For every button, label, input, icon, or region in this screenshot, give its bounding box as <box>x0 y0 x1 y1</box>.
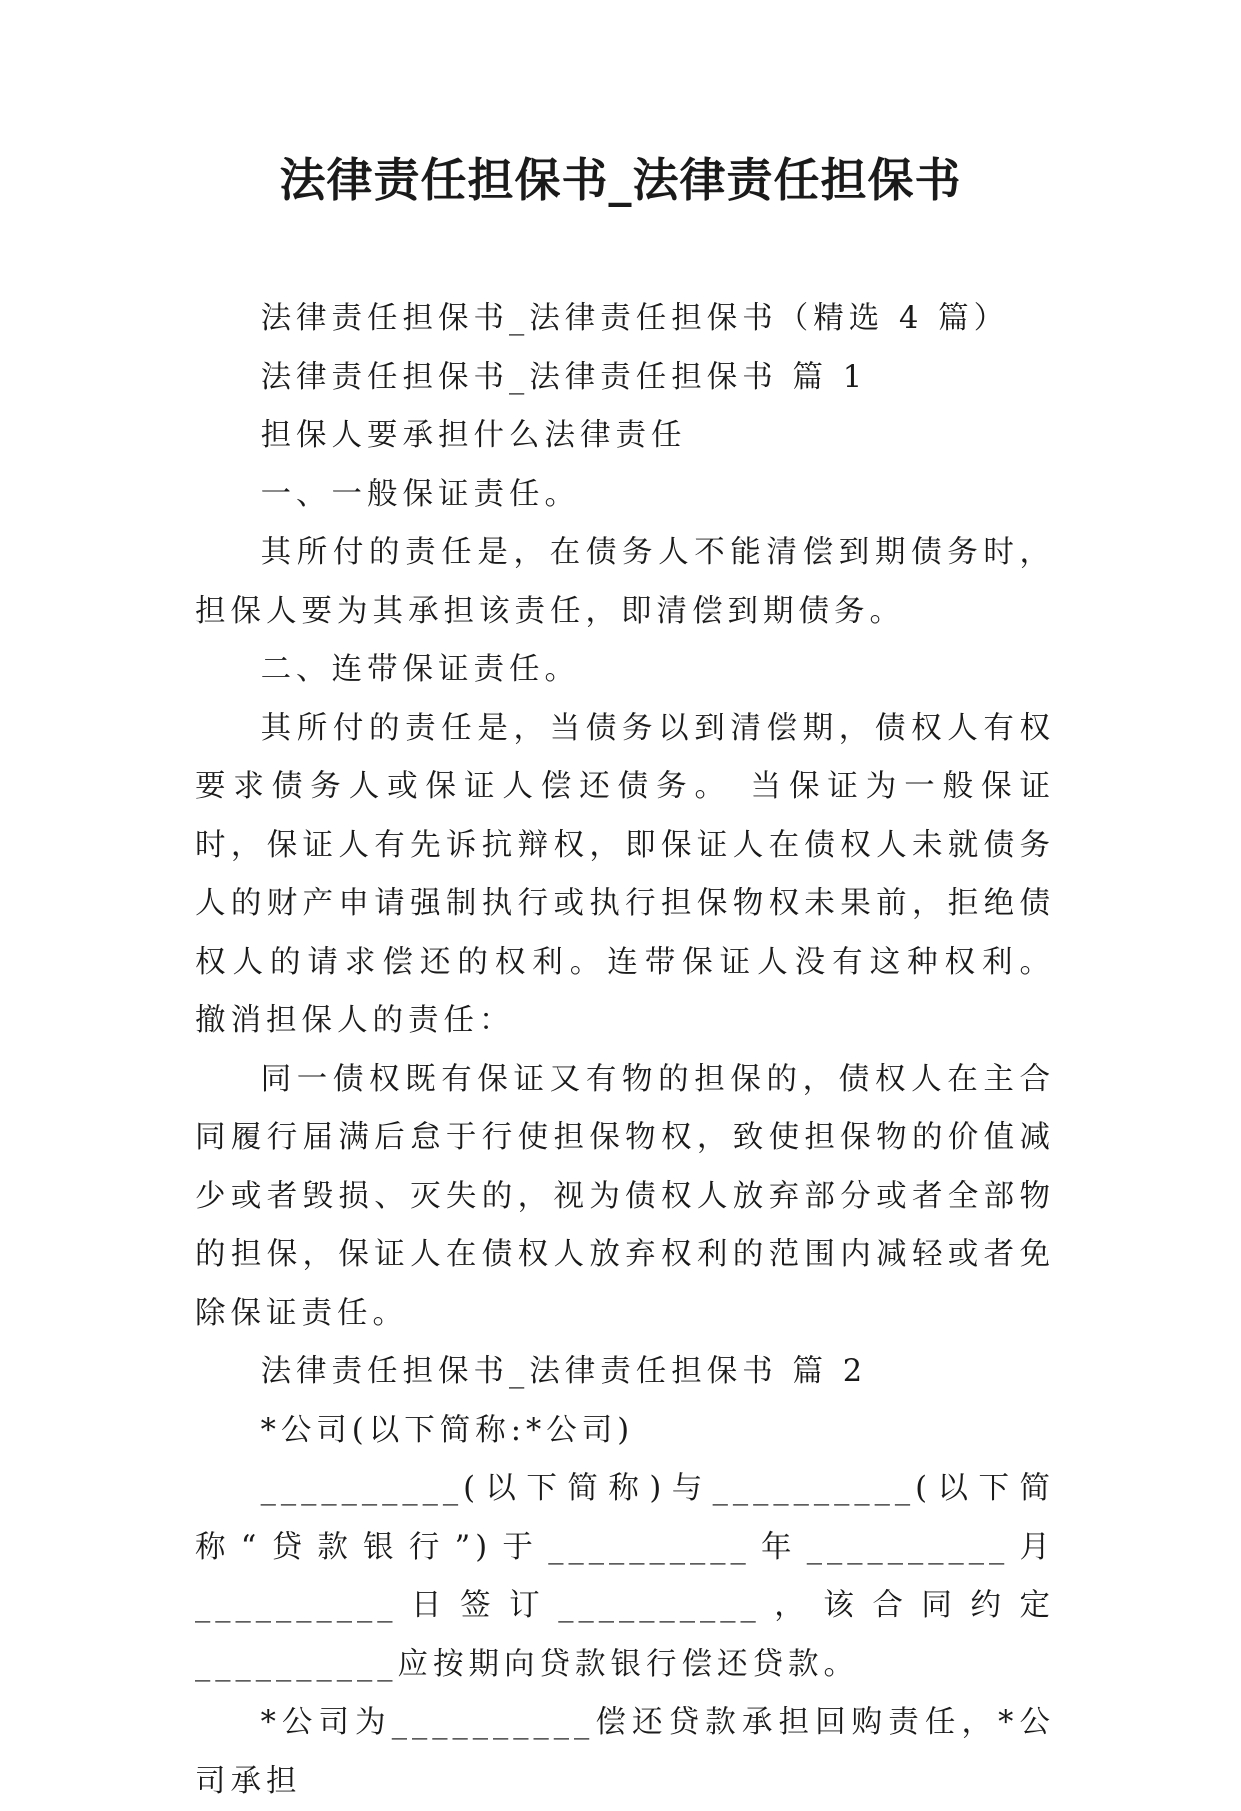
paragraph-general-guarantee: 一、一般保证责任。 <box>260 476 581 512</box>
paragraph-revocation: 同一债权既有保证又有物的担保的，债权人在主合同履行届满后怠于行使担保物权，致使担保物的价值减少或者毁损、灭失的，视为债权人放弃部分或者全部物的担保，保证人在债权人放弃权利的范围内减轻或者免除保证责任。 <box>195 1061 1055 1331</box>
paragraph-general-guarantee-detail: 其所付的责任是，在债务人不能清偿到期债务时，担保人要为其承担该责任，即清偿到期债务。 <box>195 535 1055 629</box>
paragraph-subtitle: 法律责任担保书_法律责任担保书（精选 4 篇） <box>260 301 1010 336</box>
section-heading-2: 法律责任担保书_法律责任担保书 篇 2 <box>260 1354 868 1389</box>
paragraph-company: *公司(以下简称:*公司) <box>260 1412 635 1448</box>
paragraph-joint-guarantee-detail: 其所付的责任是，当债务以到清偿期，债权人有权要求债务人或保证人偿还债务。 当保证为一般保证时，保证人有先诉抗辩权，即保证人在债权人未就债务人的财产申请强制执行或执行担保物权未果前，拒绝债权人的请求偿还的权利。连带保证人没有这种权利。 撤消担保人的责任： <box>195 710 1055 1038</box>
paragraph-contract-blanks: __________(以下简称)与__________(以下简称“贷款银行”)于__________年__________月__________日签订__________，该合同约定__________应按期向贷款银行偿还贷款。 <box>195 1471 1055 1682</box>
paragraph-repurchase: *公司为__________偿还贷款承担回购责任，*公司承担 <box>195 1705 1055 1799</box>
section-heading-1: 法律责任担保书_法律责任担保书 篇 1 <box>260 359 868 395</box>
document-title: 法律责任担保书_法律责任担保书 <box>279 153 962 207</box>
paragraph-question: 担保人要承担什么法律责任 <box>260 418 687 453</box>
paragraph-joint-guarantee: 二、连带保证责任。 <box>260 652 581 687</box>
document-body <box>195 290 1055 1811</box>
